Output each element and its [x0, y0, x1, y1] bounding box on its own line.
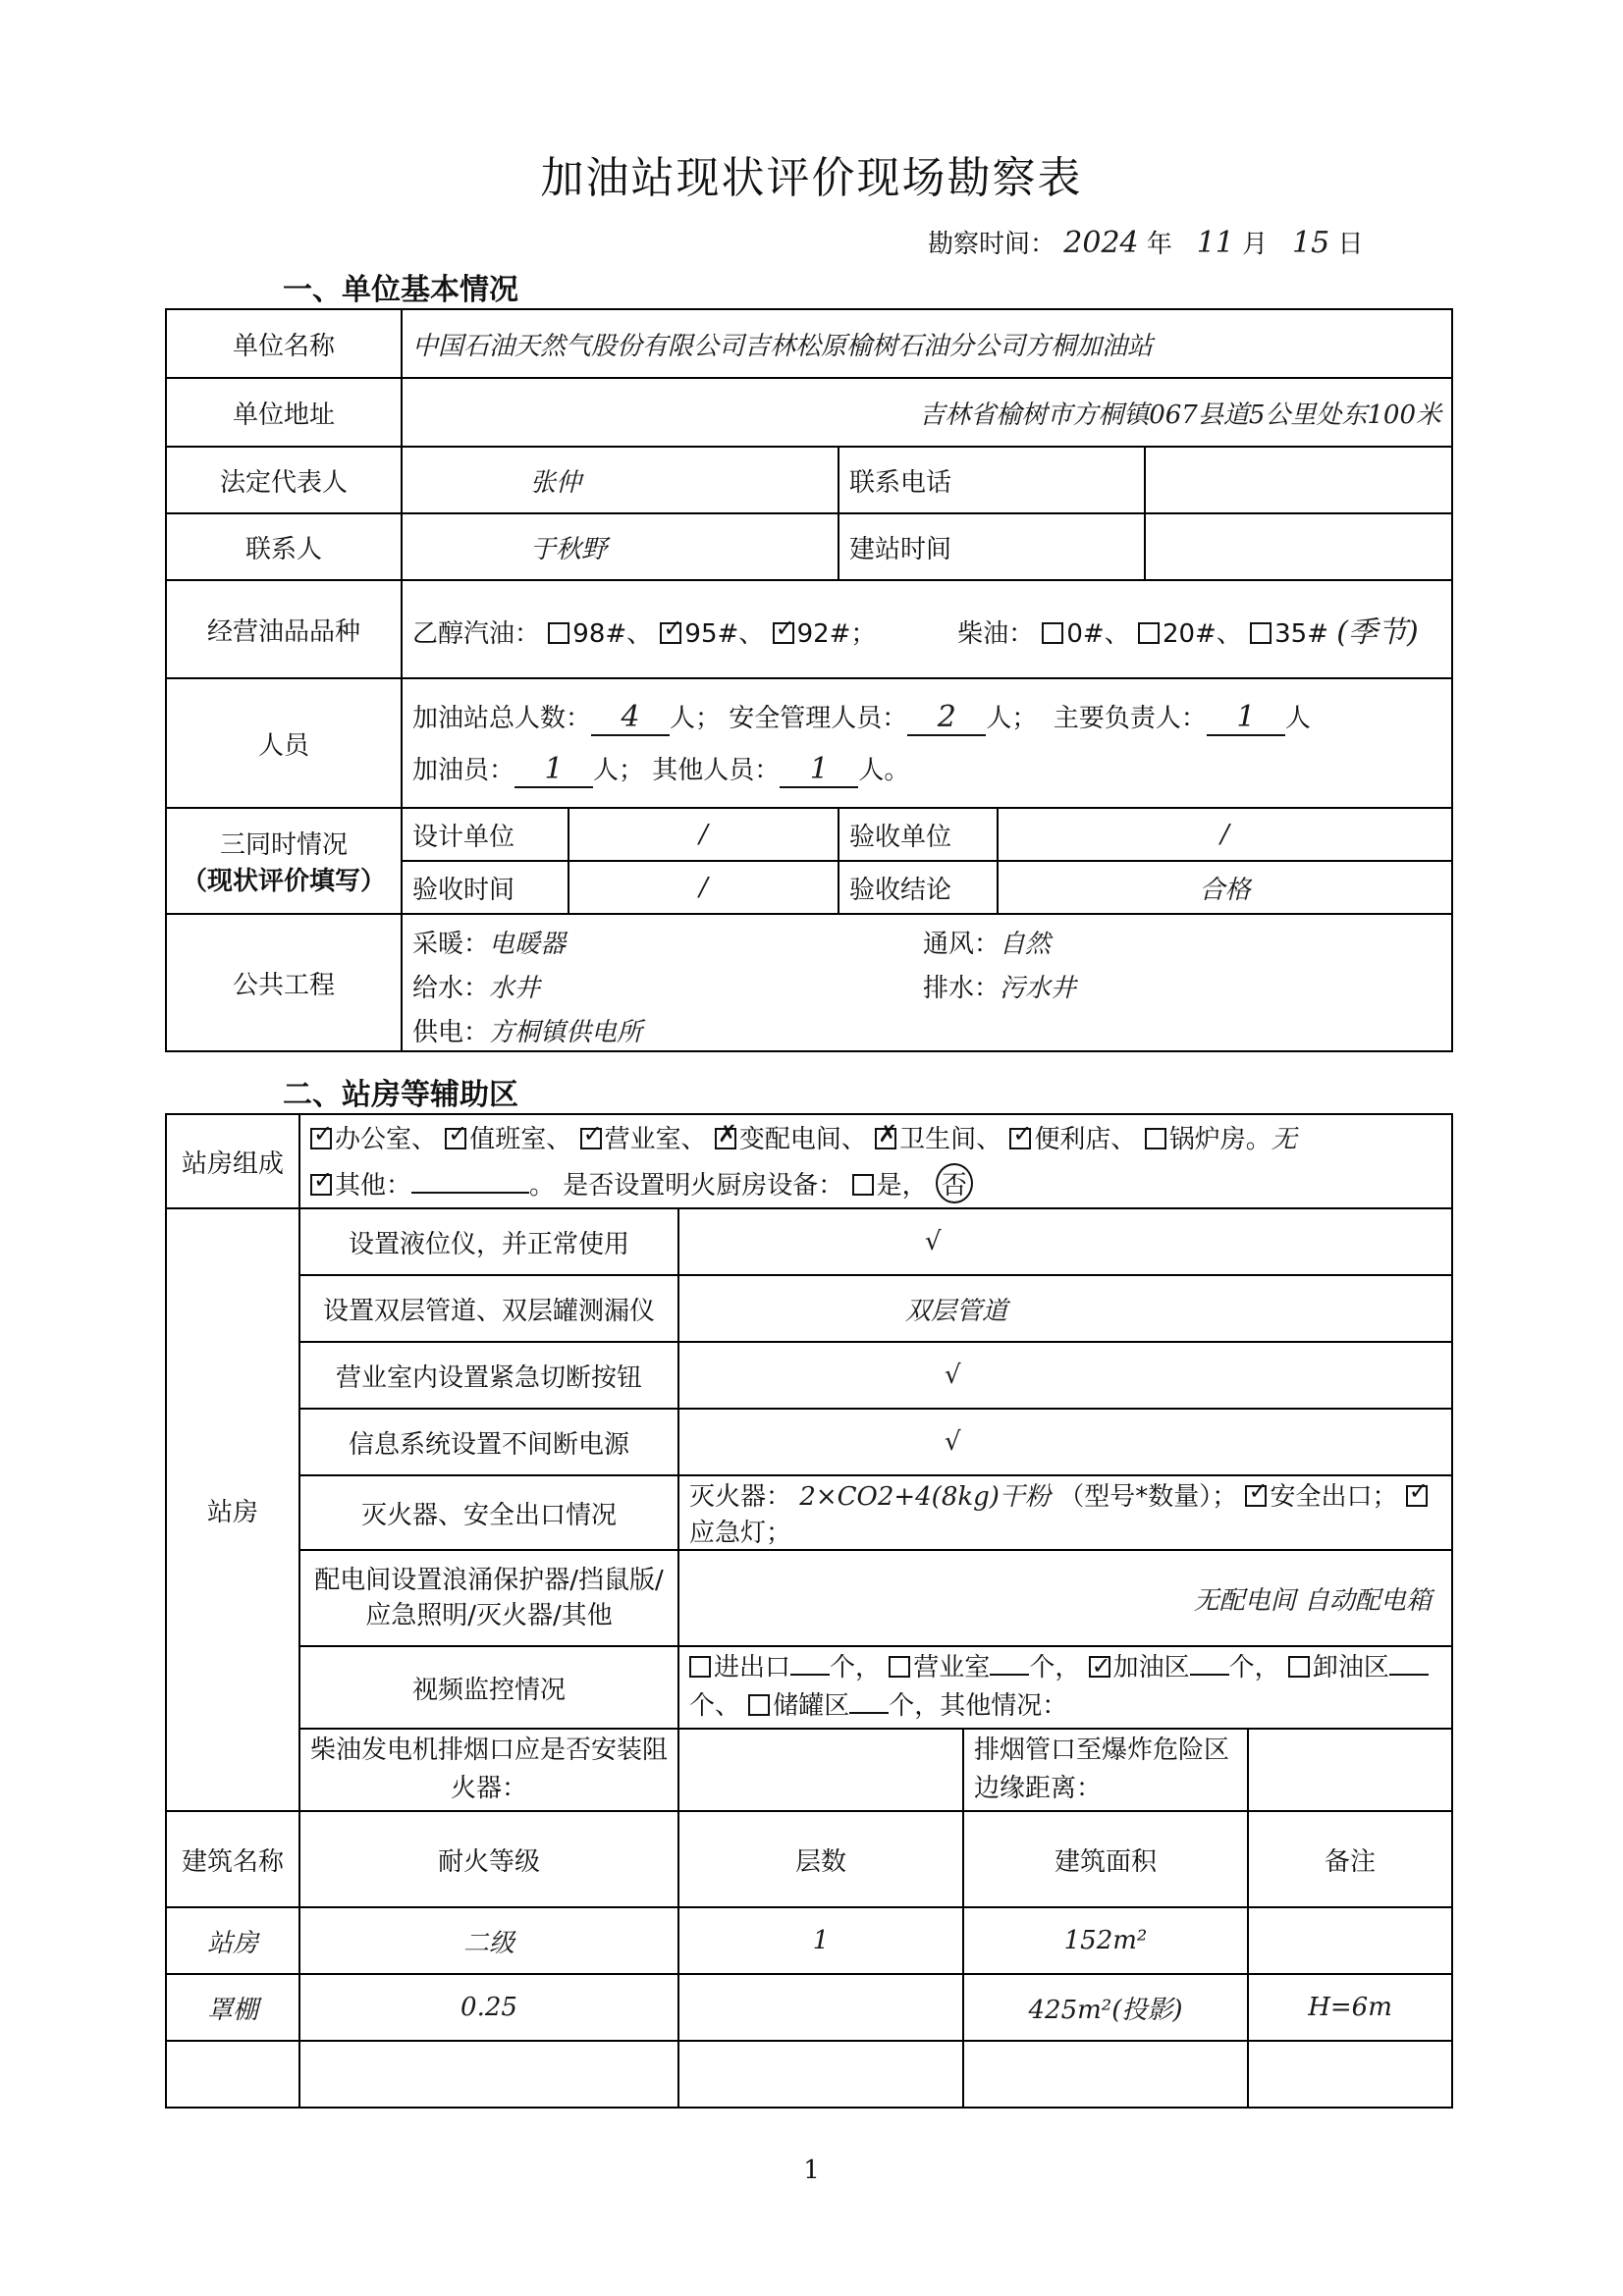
v-unload-checkbox[interactable]: [1288, 1656, 1310, 1678]
gen-label: 柴油发电机排烟口应是否安装阻火器：: [299, 1729, 678, 1811]
total-staff-label: 加油站总人数：: [412, 704, 592, 733]
ethanol-98-label: 98#、: [572, 619, 653, 649]
three-simul-label-2: （现状评价填写）: [181, 867, 386, 896]
page-title: 加油站现状评价现场勘察表: [540, 153, 1083, 203]
dist-label: 配电间设置浪涌保护器/挡鼠版/应急照明/灭火器/其他: [299, 1550, 678, 1646]
emergency-light-checkbox[interactable]: [1406, 1485, 1428, 1507]
main-leader-label: 主要负责人：: [1053, 704, 1207, 733]
table-row: [166, 2041, 1452, 2108]
composition-value: ✓办公室、 ✓ 值班室、 ✓ 营业室、 ✗ 变配电间、 ✗ 卫生间、 ✓ 便利店、 锅炉房。无 ✓其他： 。 是否设置明火厨房设备： 是， 否: [299, 1114, 1452, 1208]
empty-cell: [678, 2041, 963, 2108]
accept-result-value: 合格: [998, 861, 1452, 914]
office-label: 办公室、: [335, 1125, 438, 1154]
building-name: 站房: [166, 1907, 299, 1974]
other-checkbox[interactable]: [310, 1174, 332, 1196]
accept-unit-label: 验收单位: [839, 808, 998, 861]
ethanol-92-checkbox[interactable]: [773, 622, 794, 644]
safety-staff-label: 安全管理人员：: [729, 704, 908, 733]
v-unit: 个，其他情况：: [889, 1691, 1068, 1721]
extinguisher-hint: （型号*数量）；: [1058, 1482, 1238, 1512]
kitchen-yes-checkbox[interactable]: [852, 1174, 874, 1196]
v-unit: 个，: [1228, 1653, 1280, 1682]
design-unit-label: 设计单位: [402, 808, 568, 861]
office-checkbox[interactable]: [310, 1128, 332, 1149]
gen-value: [678, 1729, 963, 1811]
business-room-label: 营业室、: [604, 1125, 707, 1154]
accept-time-value: /: [568, 861, 839, 914]
survey-time-label: 勘察时间：: [928, 230, 1056, 259]
ethanol-98-checkbox[interactable]: [548, 622, 569, 644]
blank: [1190, 1674, 1229, 1676]
survey-month: 11: [1196, 226, 1234, 260]
v-unload-label: 卸油区: [1312, 1653, 1389, 1682]
unit-name-value: 中国石油天然气股份有限公司吉林松原榆树石油分公司方桐加油站: [402, 309, 1452, 378]
power-label: 供电：: [412, 1017, 490, 1047]
day-unit: 日: [1337, 230, 1364, 259]
unit-name-label: 单位名称: [166, 309, 402, 378]
blank: [790, 1674, 830, 1676]
fire-label: 灭火器、安全出口情况: [299, 1475, 678, 1550]
year-unit: 年: [1146, 230, 1172, 259]
accept-unit-value: /: [998, 808, 1452, 861]
v-fuel-checkbox[interactable]: [1089, 1656, 1110, 1678]
fueler-value: 1: [514, 752, 593, 788]
v-tank-checkbox[interactable]: [748, 1694, 770, 1716]
col-fire: 耐火等级: [299, 1811, 678, 1907]
ethanol-92-label: 92#；: [796, 619, 877, 649]
building-note: H=6m: [1248, 1974, 1452, 2041]
blank: [849, 1712, 889, 1714]
boiler-checkbox[interactable]: [1145, 1128, 1166, 1149]
building-name: 罩棚: [166, 1974, 299, 2041]
accept-result-label: 验收结论: [839, 861, 998, 914]
person-unit: 人；: [670, 704, 722, 733]
composition-label: 站房组成: [166, 1114, 299, 1208]
diesel-0-checkbox[interactable]: [1042, 622, 1063, 644]
legal-rep-value: 张仲: [402, 447, 839, 513]
power-value: 方桐镇供电所: [489, 1017, 643, 1047]
v-tank-label: 储罐区: [773, 1691, 850, 1721]
building-note: [1248, 1907, 1452, 1974]
v-unit: 个、: [689, 1691, 741, 1721]
dist-value: 无配电间 自动配电箱: [678, 1550, 1452, 1646]
products-value: [402, 580, 1452, 678]
table-row: [166, 1974, 1452, 2041]
ethanol-95-label: 95#、: [684, 619, 765, 649]
safety-staff-value: 2: [907, 700, 986, 736]
other-label: 其他：: [335, 1171, 412, 1201]
store-checkbox[interactable]: [1009, 1128, 1031, 1149]
kitchen-yes-label: 是，: [876, 1171, 928, 1201]
video-value: [678, 1646, 1452, 1729]
ethanol-label: 乙醇汽油：: [412, 619, 541, 649]
toilet-checkbox[interactable]: [875, 1128, 896, 1149]
unit-address-value: 吉林省榆树市方桐镇067县道5公里处东100米: [402, 378, 1452, 447]
v-entrance-checkbox[interactable]: [689, 1656, 711, 1678]
ventilation-value: 自然: [1000, 929, 1052, 959]
toilet-label: 卫生间、: [899, 1125, 1002, 1154]
main-leader-value: 1: [1207, 700, 1285, 736]
survey-year: 2024: [1063, 226, 1139, 260]
other-blank: [411, 1192, 529, 1194]
built-time-value: [1145, 513, 1452, 580]
drain-label: 排水：: [923, 973, 1001, 1003]
empty-cell: [299, 2041, 678, 2108]
built-time-label: 建站时间: [839, 513, 1145, 580]
pipe-label: 排烟管口至爆炸危险区边缘距离：: [963, 1729, 1248, 1811]
col-floor: 层数: [678, 1811, 963, 1907]
blank: [1389, 1674, 1429, 1676]
ethanol-95-checkbox[interactable]: [660, 622, 681, 644]
contact-label: 联系人: [166, 513, 402, 580]
drain-value: 污水井: [1000, 973, 1077, 1003]
building-floor: [678, 1974, 963, 2041]
v-unit: 个，: [830, 1653, 882, 1682]
col-name: 建筑名称: [166, 1811, 299, 1907]
legal-rep-label: 法定代表人: [166, 447, 402, 513]
empty-cell: [166, 2041, 299, 2108]
station-label: 站房: [166, 1208, 299, 1811]
other-staff-label: 其他人员：: [652, 756, 781, 785]
double-value: 双层管道: [678, 1275, 1452, 1342]
kitchen-question: 是否设置明火厨房设备：: [563, 1171, 844, 1201]
diesel-35-label: 35#: [1274, 619, 1328, 649]
building-fire: 0.25: [299, 1974, 678, 2041]
esd-value: √: [678, 1342, 1452, 1409]
level-gauge-value: √: [678, 1208, 1452, 1275]
diesel-20-label: 20#、: [1162, 619, 1242, 649]
pipe-value: [1248, 1729, 1452, 1811]
distribution-room-label: 变配电间、: [738, 1125, 867, 1154]
fueler-label: 加油员：: [412, 756, 515, 785]
three-simul-label-1: 三同时情况: [219, 830, 348, 860]
person-unit: 人；: [593, 756, 645, 785]
contact-value: 于秋野: [402, 513, 839, 580]
survey-day: 15: [1291, 226, 1330, 260]
v-unit: 个，: [1029, 1653, 1081, 1682]
v-business-label: 营业室: [913, 1653, 991, 1682]
person-unit: 人: [1284, 704, 1311, 733]
station-table: [165, 1113, 1453, 2109]
building-area: 425m²(投影): [963, 1974, 1248, 2041]
section2-heading: 二、站房等辅助区: [283, 1078, 518, 1112]
col-note: 备注: [1248, 1811, 1452, 1907]
design-unit-value: /: [568, 808, 839, 861]
col-area: 建筑面积: [963, 1811, 1248, 1907]
other-staff-value: 1: [780, 752, 858, 788]
total-staff-value: 4: [591, 700, 670, 736]
phone-value: [1145, 447, 1452, 513]
esd-label: 营业室内设置紧急切断按钮: [299, 1342, 678, 1409]
ups-label: 信息系统设置不间断电源: [299, 1409, 678, 1475]
diesel-35-checkbox[interactable]: [1250, 622, 1271, 644]
v-fuel-label: 加油区: [1112, 1653, 1190, 1682]
v-business-checkbox[interactable]: [889, 1656, 910, 1678]
extinguisher-label: 灭火器：: [689, 1482, 792, 1512]
basic-info-table: [165, 308, 1453, 1052]
fire-value: [678, 1475, 1452, 1550]
page-number: 1: [803, 2156, 820, 2185]
heating-value: 电暖器: [489, 929, 567, 959]
exit-label: 安全出口；: [1270, 1482, 1398, 1512]
diesel-label: 柴油：: [957, 619, 1035, 649]
diesel-note: (季节): [1336, 615, 1419, 650]
unit-address-label: 单位地址: [166, 378, 402, 447]
month-unit: 月: [1242, 230, 1269, 259]
three-simul-label: [166, 808, 402, 914]
double-label: 设置双层管道、双层罐测漏仪: [299, 1275, 678, 1342]
building-area: 152m²: [963, 1907, 1248, 1974]
section1-heading: 一、单位基本情况: [283, 273, 518, 307]
empty-cell: [963, 2041, 1248, 2108]
boiler-note: 无: [1271, 1125, 1297, 1154]
distribution-room-checkbox[interactable]: [715, 1128, 736, 1149]
person-unit: 人。: [858, 756, 910, 785]
person-unit: 人；: [986, 704, 1038, 733]
emergency-light-label: 应急灯；: [689, 1519, 792, 1548]
video-label: 视频监控情况: [299, 1646, 678, 1729]
staff-value: [402, 678, 1452, 808]
building-floor: 1: [678, 1907, 963, 1974]
boiler-label: 锅炉房。: [1168, 1125, 1271, 1154]
ups-value: √: [678, 1409, 1452, 1475]
ventilation-label: 通风：: [923, 929, 1001, 959]
exit-checkbox[interactable]: [1245, 1485, 1267, 1507]
duty-room-label: 值班室、: [469, 1125, 572, 1154]
business-room-checkbox[interactable]: [580, 1128, 602, 1149]
public-value: [402, 914, 1452, 1051]
v-entrance-label: 进出口: [714, 1653, 791, 1682]
building-fire: 二级: [299, 1907, 678, 1974]
products-label: 经营油品品种: [166, 580, 402, 678]
survey-time: [928, 224, 1363, 260]
diesel-20-checkbox[interactable]: [1138, 622, 1160, 644]
accept-time-label: 验收时间: [402, 861, 568, 914]
kitchen-no-circled[interactable]: 否: [936, 1163, 973, 1203]
water-value: 水井: [489, 973, 541, 1003]
water-label: 给水：: [412, 973, 490, 1003]
level-gauge-label: 设置液位仪，并正常使用: [299, 1208, 678, 1275]
empty-cell: [1248, 2041, 1452, 2108]
diesel-0-label: 0#、: [1066, 619, 1130, 649]
staff-label: 人员: [166, 678, 402, 808]
duty-room-checkbox[interactable]: [445, 1128, 466, 1149]
table-row: [166, 1907, 1452, 1974]
heating-label: 采暖：: [412, 929, 490, 959]
public-label: 公共工程: [166, 914, 402, 1051]
extinguisher-value: 2×CO2+4(8kg)干粉: [799, 1482, 1051, 1512]
blank: [990, 1674, 1029, 1676]
phone-label: 联系电话: [839, 447, 1145, 513]
store-label: 便利店、: [1034, 1125, 1137, 1154]
